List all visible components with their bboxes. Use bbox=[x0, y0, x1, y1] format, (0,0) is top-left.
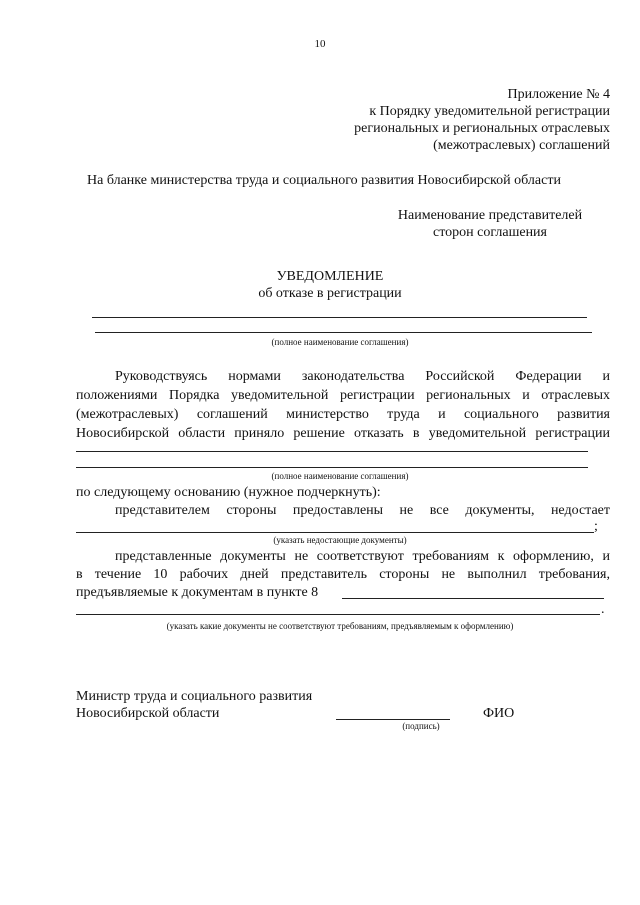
body-paragraph-line-2: положениями Порядка уведомительной регистрации региональных и отраслевых bbox=[76, 388, 610, 403]
body-paragraph-line-3: (межотраслевых) соглашений министерство труда и социального развития bbox=[76, 407, 610, 422]
signature-line bbox=[336, 719, 450, 720]
nonconforming-docs-caption: (указать какие документы не соответствуют требованиям, предъявляемым к оформлению) bbox=[166, 621, 514, 631]
agreement-name-line-1 bbox=[92, 317, 587, 318]
nonconforming-docs-line bbox=[76, 614, 600, 615]
option-1-end: ; bbox=[594, 519, 598, 534]
agreement-name-caption: (полное наименование соглашения) bbox=[271, 337, 409, 347]
agreement-name-line-4 bbox=[76, 467, 588, 468]
signatory-position-line-2: Новосибирской области bbox=[76, 706, 220, 721]
page-number: 10 bbox=[314, 38, 326, 50]
body-paragraph-line-4: Новосибирской области приняло решение отказать в уведомительной регистрации bbox=[76, 426, 610, 441]
option-2-line-1: представленные документы не соответствуют требованиям к оформлению, и bbox=[115, 549, 610, 564]
document-subtitle: об отказе в регистрации bbox=[258, 286, 402, 301]
option-2-line-2: в течение 10 рабочих дней представитель стороны не выполнил требования, bbox=[76, 567, 610, 582]
appendix-line-4: (межотраслевых) соглашений bbox=[433, 138, 610, 153]
option-2-line-3: предъявляемые к документам в пункте 8 bbox=[76, 585, 319, 600]
appendix-line-3: региональных и региональных отраслевых bbox=[354, 121, 610, 136]
appendix-title: Приложение № 4 bbox=[507, 87, 610, 102]
signature-caption: (подпись) bbox=[402, 721, 440, 731]
recipient-line-1: Наименование представителей bbox=[397, 208, 583, 223]
recipient-line-2: сторон соглашения bbox=[432, 225, 547, 240]
agreement-name-line-3 bbox=[76, 451, 588, 452]
point-8-line bbox=[342, 598, 604, 599]
agreement-name-caption-2: (полное наименование соглашения) bbox=[271, 471, 409, 481]
body-paragraph-line-1: Руководствуясь нормами законодательства Российской Федерации и bbox=[115, 369, 610, 384]
signatory-name: ФИО bbox=[483, 706, 515, 721]
appendix-line-2: к Порядку уведомительной регистрации bbox=[369, 104, 610, 119]
document-title: УВЕДОМЛЕНИЕ bbox=[276, 269, 384, 284]
signatory-position-line-1: Министр труда и социального развития bbox=[76, 689, 313, 704]
option-1-text: представителем стороны предоставлены не все документы, недостает bbox=[115, 503, 610, 518]
letterhead-note: На бланке министерства труда и социального развития Новосибирской области bbox=[87, 173, 561, 188]
grounds-intro: по следующему основанию (нужное подчеркнуть): bbox=[76, 485, 381, 500]
agreement-name-line-2 bbox=[95, 332, 592, 333]
missing-docs-caption: (указать недостающие документы) bbox=[273, 535, 407, 545]
option-2-end: . bbox=[601, 602, 605, 617]
missing-docs-line bbox=[76, 532, 594, 533]
